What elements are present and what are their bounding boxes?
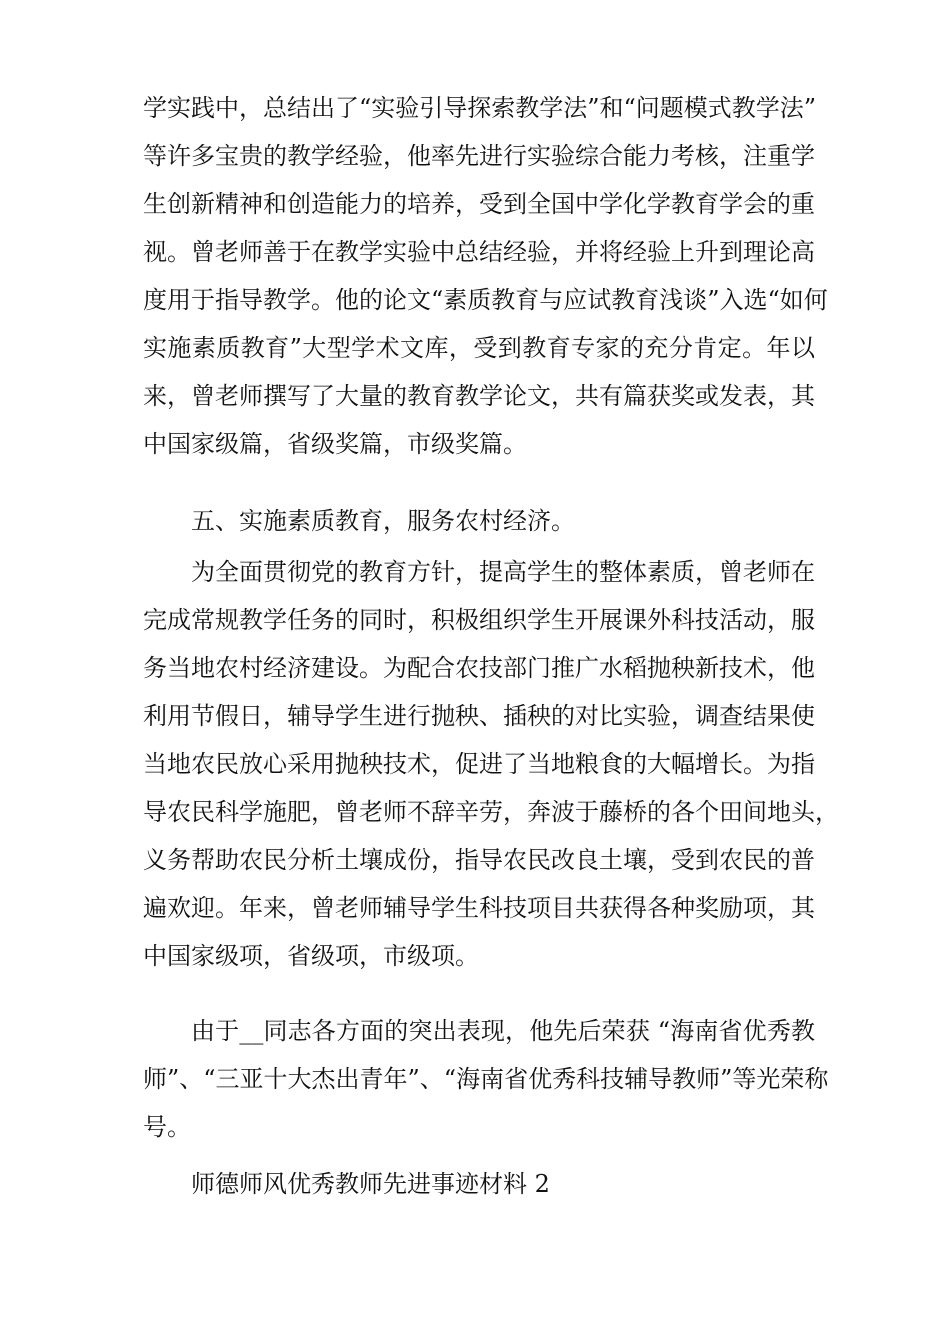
text-line: 当地农民放心采用抛秧技术，促进了当地粮食的大幅增长。为指 [143, 750, 815, 778]
text-line: 实施素质教育”大型学术文库，受到教育专家的充分肯定。年以 [143, 334, 815, 362]
text-line: 度用于指导教学。他的论文“素质教育与应试教育浅谈”入选“如何 [143, 286, 828, 314]
text-line: 师”、“三亚十大杰出青年”、“海南省优秀科技辅导教师”等光荣称 [143, 1065, 829, 1093]
paragraph-honors [143, 1007, 829, 1151]
section-heading [143, 497, 815, 545]
text-line: 完成常规教学任务的同时，积极组织学生开展课外科技活动，服 [143, 606, 815, 634]
paragraph-teaching-summary [143, 84, 828, 468]
paragraph-rural-service [143, 548, 839, 980]
text-line: 中国家级项，省级项，市级项。 [143, 942, 479, 970]
text-line: 导农民科学施肥，曾老师不辞辛劳，奔波于藤桥的各个田间地头， [143, 798, 839, 826]
text-line: 生创新精神和创造能力的培养，受到全国中学化学教育学会的重 [143, 190, 815, 218]
next-section-title [143, 1160, 815, 1208]
text-line: 利用节假日，辅导学生进行抛秧、插秧的对比实验，调查结果使 [143, 702, 815, 730]
text-line: 务当地农村经济建设。为配合农技部门推广水稻抛秧新技术，他 [143, 654, 815, 682]
text-line: 义务帮助农民分析土壤成份，指导农民改良土壤，受到农民的普 [143, 846, 815, 874]
text-line: 等许多宝贵的教学经验，他率先进行实验综合能力考核，注重学 [143, 142, 815, 170]
text-line: 号。 [143, 1113, 191, 1141]
section-heading-text: 五、实施素质教育，服务农村经济。 [191, 507, 575, 535]
text-line: 中国家级篇，省级奖篇，市级奖篇。 [143, 430, 527, 458]
text-line: 遍欢迎。年来，曾老师辅导学生科技项目共获得各种奖励项，其 [143, 894, 815, 922]
text-line: 由于__同志各方面的突出表现，他先后荣获 “海南省优秀教 [191, 1017, 815, 1045]
text-line: 视。曾老师善于在教学实验中总结经验，并将经验上升到理论高 [143, 238, 815, 266]
text-line: 为全面贯彻党的教育方针，提高学生的整体素质，曾老师在 [191, 558, 815, 586]
text-line: 来，曾老师撰写了大量的教育教学论文，共有篇获奖或发表，其 [143, 382, 815, 410]
next-section-title-text: 师德师风优秀教师先进事迹材料 2 [191, 1170, 550, 1198]
text-line: 学实践中，总结出了“实验引导探索教学法”和“问题模式教学法” [143, 94, 817, 122]
